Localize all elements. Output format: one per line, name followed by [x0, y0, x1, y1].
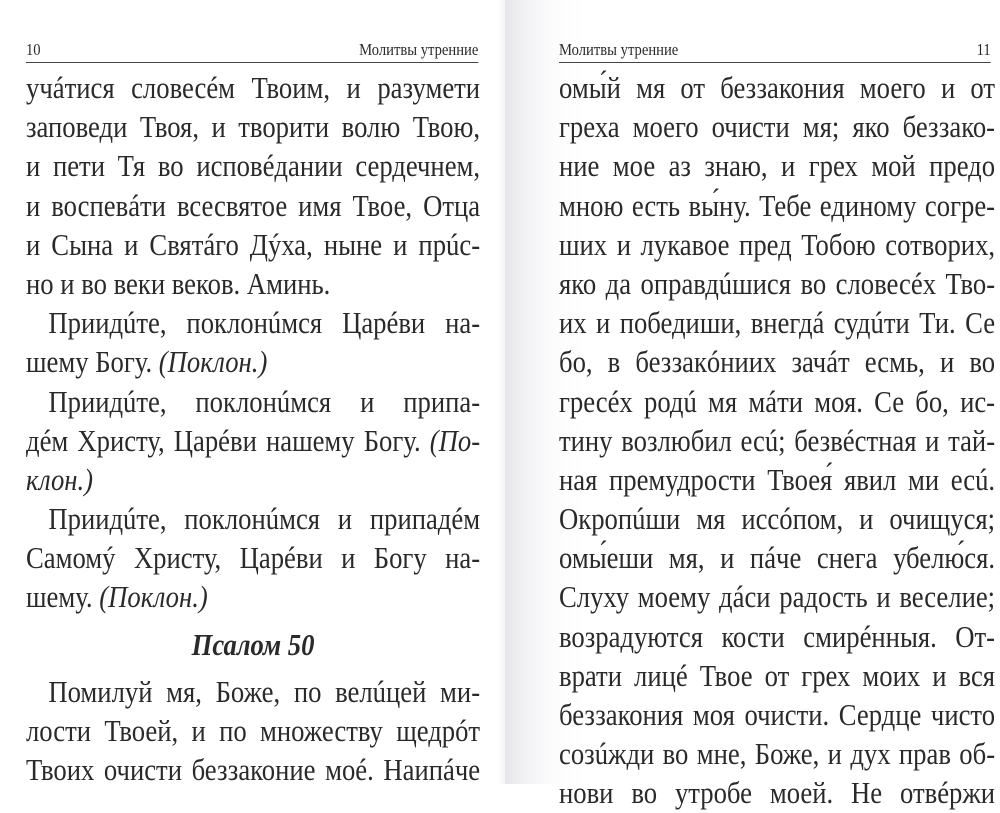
text-line: тину возлюбил есú; безвéстная и тай-: [559, 422, 996, 458]
running-head-right: [559, 38, 991, 63]
text-line: нови во утробе моей. Не отвéржи: [559, 775, 996, 811]
text-line: беззакония моя очисти. Сердце чисто: [559, 697, 996, 732]
running-head-title: Молитвы утренние: [559, 40, 679, 59]
text-line: дéм Христу, Царéви нашему Богу. (По-: [26, 422, 481, 458]
text-line: и Сына и Святáго Дýха, ныне и прúс-: [26, 226, 481, 262]
text-line: Приидúте, поклонúмся Царéви на-: [48, 305, 481, 341]
text-line: Слуху моему дáси радость и веселие;: [559, 579, 996, 615]
text-line: шему Богу. (Поклон.): [26, 344, 268, 380]
text-line: ших и лукавое пред Тобою сотворих,: [559, 226, 996, 262]
text-line: возрадуются кости смирéнныя. От-: [559, 618, 996, 654]
text-line: клон.): [26, 461, 94, 497]
text-line: учáтися словесéм Твоим, и разумети: [26, 70, 481, 105]
text-line: шему. (Поклон.): [26, 579, 208, 615]
right-page: [505, 0, 1000, 811]
text-line: греха моего очисти мя; яко беззако-: [559, 109, 996, 145]
text-line: яко да оправдúшися во словесéх Тво-: [559, 265, 996, 301]
text-line: заповеди Твоя, и творити волю Твою,: [26, 109, 481, 145]
running-head-title: Молитвы утренние: [359, 40, 479, 59]
text-line: Окропúши мя иссóпом, и очищуся;: [559, 501, 996, 537]
text-line: Твоих очисти беззаконие моé. Наипáче: [26, 752, 481, 787]
text-line: ние мое аз знаю, и грех мой предо: [559, 148, 996, 184]
text-line: омы́й мя от беззакония моего и от: [559, 70, 996, 105]
left-body-text: [26, 68, 480, 789]
section-heading: Псалом 50: [191, 626, 315, 662]
text-line: Помилуй мя, Боже, по велúцей ми-: [48, 673, 481, 709]
text-line: мною есть вы́ну. Тебе единому согре-: [559, 187, 996, 223]
text-line: Самомý Христу, Царéви и Богу на-: [26, 540, 481, 576]
text-line: бо, в беззакóниих зачáт есмь, и во: [559, 344, 996, 380]
text-line: ная премудрости Твоея́ явил ми есú.: [559, 461, 996, 497]
page-number: 11: [976, 40, 991, 59]
right-body-text: [559, 68, 995, 813]
text-line: созúжди во мне, Боже, и дух прав об-: [559, 736, 996, 772]
text-line: омы́еши мя, и пáче снега убелю́ся.: [559, 540, 996, 576]
text-line: Приидúте, поклонúмся и припа-: [48, 383, 481, 419]
running-head-left: [26, 38, 478, 63]
text-line: Приидúте, поклонúмся и припадéм: [48, 501, 481, 537]
page-number: 10: [26, 40, 41, 59]
left-page: [0, 0, 505, 787]
text-line: и пети Тя во исповéдании сердечнем,: [26, 148, 481, 184]
text-line: и воспевáти всесвятое имя Твое, Отца: [26, 187, 481, 223]
text-line: их и победиши, внегдá судúти Ти. Се: [559, 305, 996, 341]
text-line: лости Твоей, и по множеству щедрóт: [26, 712, 481, 748]
text-line: но и во веки веков. Аминь.: [26, 265, 331, 301]
text-line: врати лицé Твое от грех моих и вся: [559, 657, 996, 693]
text-line: гресéх родú мя мáти моя. Се бо, ис-: [559, 383, 996, 419]
